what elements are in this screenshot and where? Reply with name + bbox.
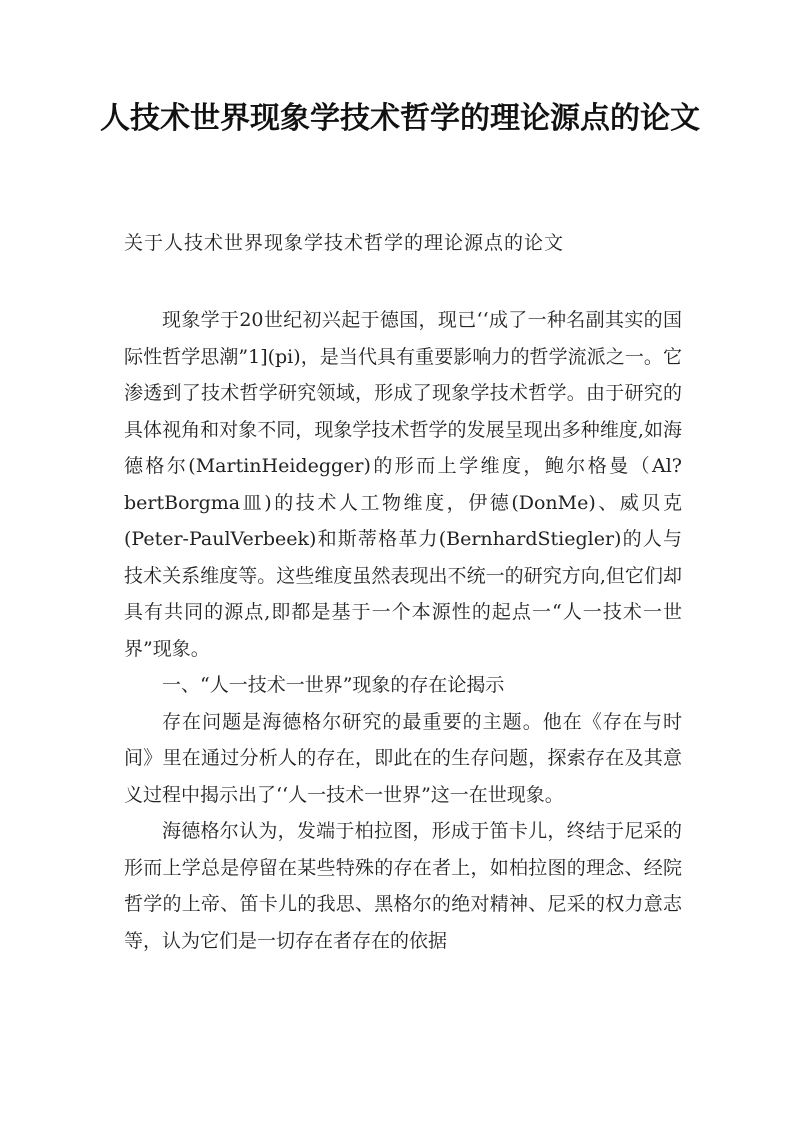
document-title: 人技术世界现象学技术哲学的理论源点的论文 [100, 101, 700, 136]
paragraph-metaphysics: 海德格尔认为，发端于柏拉图，形成于笛卡儿，终结于尼采的形而上学总是停留在某些特殊的存在者上，如柏拉图的理念、经院哲学的上帝、笛卡儿的我思、黑格尔的绝对精神、尼采的权力意志等，认为它们是一切存在者存在的依据 [124, 820, 682, 952]
paragraph-intro: 现象学于20世纪初兴起于德国，现已‘‘成了一种名副其实的国际性哲学思潮”1](pi)，是当代具有重要影响力的哲学流派之一。它渗透到了技术哲学研究领域，形成了现象学技术哲学。由于研究的具体视角和对象不同，现象学技术哲学的发展呈现出多种维度,如海德格尔(MartinHeidegger)的形而上学维度，鲍尔格曼（Al?bertBorgma皿)的技术人工物维度，伊德(DonMe)、威贝克(Peter-PaulVerbeek)和斯蒂格革力(BernhardStiegler)的人与技术关系维度等。这些维度虽然表现出不统一的研究方向,但它们却具有共同的源点,即都是基于一个本源性的起点一“人一技术一世界”现象。 [124, 309, 682, 660]
document-subtitle: 关于人技术世界现象学技术哲学的理论源点的论文 [124, 232, 565, 254]
paragraph-being-question: 存在问题是海德格尔研究的最重要的主题。他在《存在与时间》里在通过分析人的存在，即此在的生存问题，探索存在及其意义过程中揭示出了‘‘人一技术一世界”这一在世现象。 [124, 710, 682, 806]
document-body [124, 302, 682, 959]
section-heading: 一、“人一技术一世界”现象的存在论揭示 [162, 674, 505, 696]
